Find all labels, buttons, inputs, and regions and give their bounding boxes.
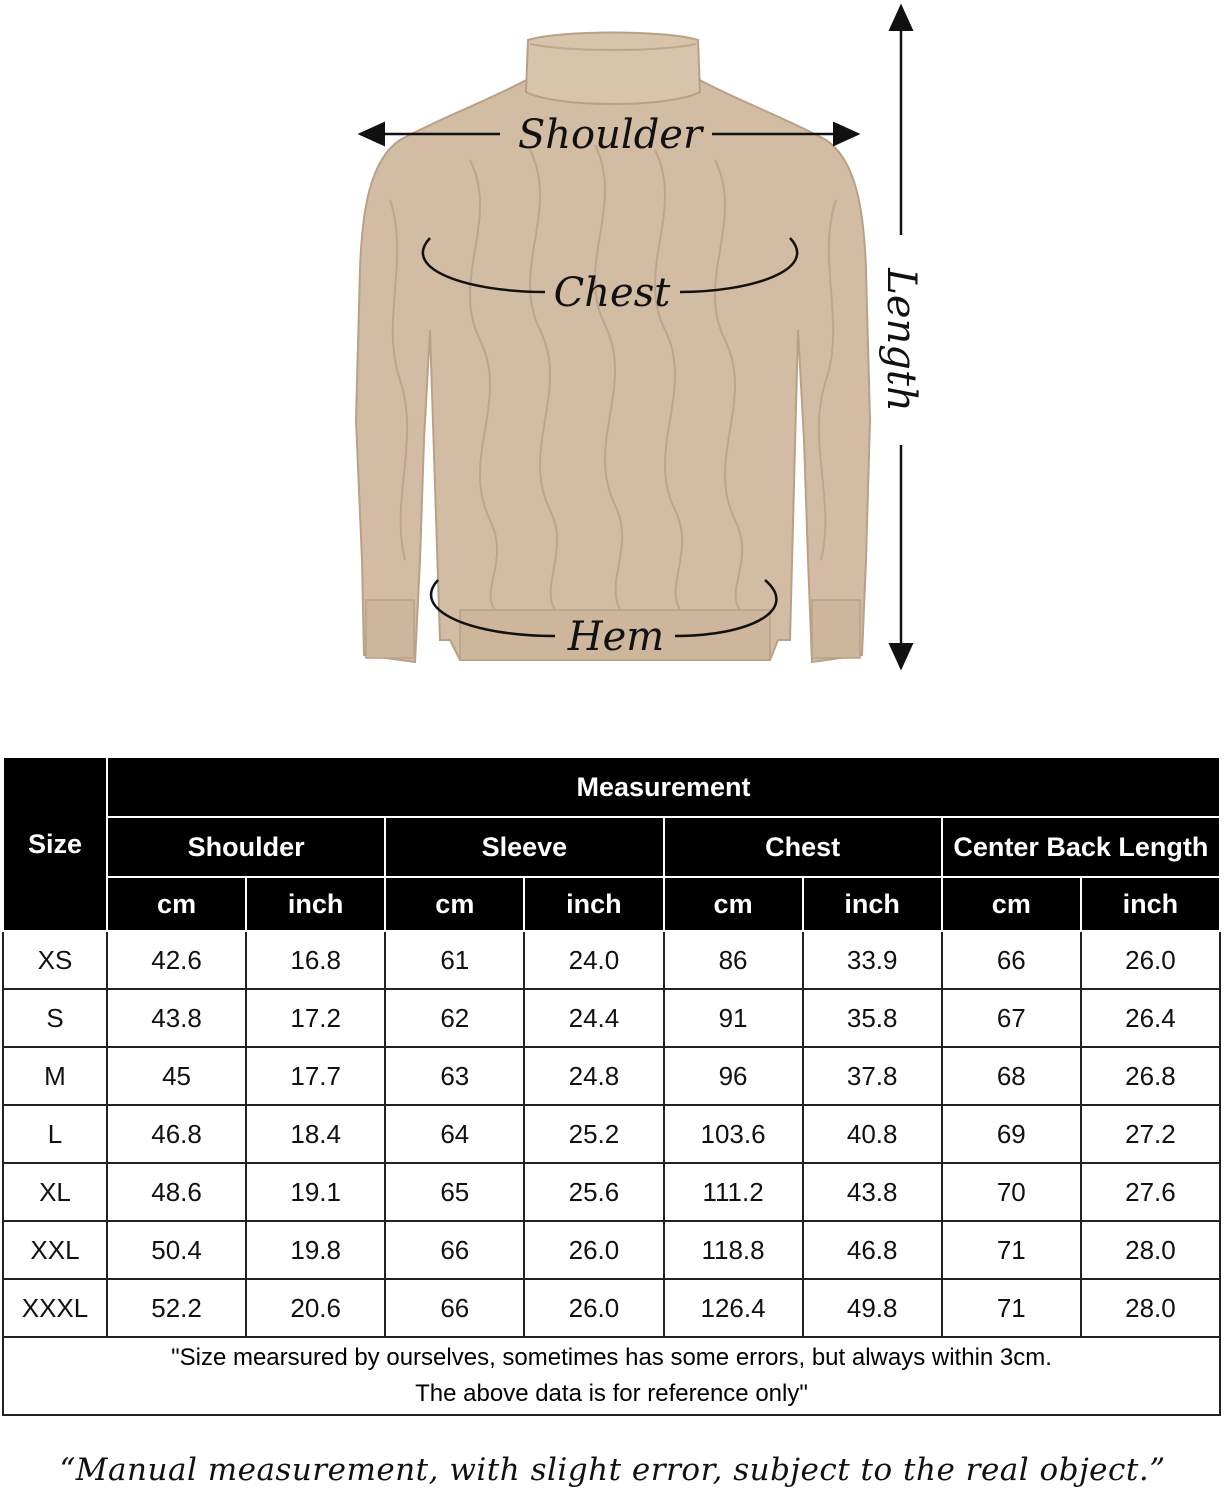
size-cell: XS — [3, 931, 107, 989]
table-row — [3, 1105, 1220, 1163]
value-cell: 52.2 — [107, 1279, 246, 1337]
unit-header: inch — [1081, 877, 1220, 931]
size-cell: S — [3, 989, 107, 1047]
unit-header: inch — [803, 877, 942, 931]
value-cell: 68 — [942, 1047, 1081, 1105]
group-header: Chest — [664, 817, 942, 877]
table-row — [3, 931, 1220, 989]
value-cell: 66 — [385, 1221, 524, 1279]
measurement-header: Measurement — [107, 757, 1220, 817]
value-cell: 50.4 — [107, 1221, 246, 1279]
table-row — [3, 1163, 1220, 1221]
value-cell: 26.8 — [1081, 1047, 1220, 1105]
value-cell: 43.8 — [803, 1163, 942, 1221]
value-cell: 61 — [385, 931, 524, 989]
value-cell: 43.8 — [107, 989, 246, 1047]
value-cell: 18.4 — [246, 1105, 385, 1163]
value-cell: 17.7 — [246, 1047, 385, 1105]
value-cell: 71 — [942, 1221, 1081, 1279]
group-header: Center Back Length — [942, 817, 1220, 877]
unit-header: inch — [524, 877, 663, 931]
value-cell: 42.6 — [107, 931, 246, 989]
unit-header: cm — [385, 877, 524, 931]
value-cell: 25.2 — [524, 1105, 663, 1163]
value-cell: 28.0 — [1081, 1279, 1220, 1337]
sweater-body — [356, 78, 870, 662]
size-cell: M — [3, 1047, 107, 1105]
size-chart-table — [2, 756, 1221, 1416]
value-cell: 24.8 — [524, 1047, 663, 1105]
value-cell: 118.8 — [664, 1221, 803, 1279]
value-cell: 33.9 — [803, 931, 942, 989]
table-row — [3, 989, 1220, 1047]
table-row — [3, 1047, 1220, 1105]
value-cell: 35.8 — [803, 989, 942, 1047]
sweater-measurement-diagram — [0, 0, 1225, 745]
table-body — [3, 931, 1220, 1337]
table-note-line2: The above data is for reference only" — [415, 1380, 808, 1407]
value-cell: 27.2 — [1081, 1105, 1220, 1163]
group-header: Sleeve — [385, 817, 663, 877]
unit-header: cm — [664, 877, 803, 931]
unit-header: cm — [942, 877, 1081, 931]
shoulder-label: Shoulder — [517, 112, 703, 158]
value-cell: 26.0 — [524, 1221, 663, 1279]
value-cell: 111.2 — [664, 1163, 803, 1221]
value-cell: 66 — [942, 931, 1081, 989]
size-cell: L — [3, 1105, 107, 1163]
value-cell: 46.8 — [803, 1221, 942, 1279]
value-cell: 45 — [107, 1047, 246, 1105]
value-cell: 17.2 — [246, 989, 385, 1047]
value-cell: 66 — [385, 1279, 524, 1337]
value-cell: 70 — [942, 1163, 1081, 1221]
value-cell: 64 — [385, 1105, 524, 1163]
value-cell: 71 — [942, 1279, 1081, 1337]
value-cell: 25.6 — [524, 1163, 663, 1221]
table-note — [3, 1337, 1220, 1415]
value-cell: 46.8 — [107, 1105, 246, 1163]
value-cell: 69 — [942, 1105, 1081, 1163]
value-cell: 91 — [664, 989, 803, 1047]
value-cell: 63 — [385, 1047, 524, 1105]
value-cell: 20.6 — [246, 1279, 385, 1337]
value-cell: 26.0 — [1081, 931, 1220, 989]
value-cell: 40.8 — [803, 1105, 942, 1163]
table-row — [3, 1221, 1220, 1279]
unit-header: cm — [107, 877, 246, 931]
value-cell: 28.0 — [1081, 1221, 1220, 1279]
chest-label: Chest — [553, 270, 671, 316]
sweater-collar — [526, 33, 700, 105]
value-cell: 103.6 — [664, 1105, 803, 1163]
value-cell: 24.0 — [524, 931, 663, 989]
value-cell: 48.6 — [107, 1163, 246, 1221]
value-cell: 16.8 — [246, 931, 385, 989]
value-cell: 49.8 — [803, 1279, 942, 1337]
value-cell: 86 — [664, 931, 803, 989]
value-cell: 126.4 — [664, 1279, 803, 1337]
group-header: Shoulder — [107, 817, 385, 877]
table-row — [3, 1279, 1220, 1337]
value-cell: 37.8 — [803, 1047, 942, 1105]
value-cell: 26.0 — [524, 1279, 663, 1337]
value-cell: 27.6 — [1081, 1163, 1220, 1221]
hem-label: Hem — [567, 614, 665, 660]
manual-measurement-note: “Manual measurement, with slight error, subject to the real object.” — [59, 1452, 1166, 1488]
size-cell: XXL — [3, 1221, 107, 1279]
value-cell: 62 — [385, 989, 524, 1047]
size-header: Size — [3, 757, 107, 931]
value-cell: 96 — [664, 1047, 803, 1105]
value-cell: 19.1 — [246, 1163, 385, 1221]
size-cell: XL — [3, 1163, 107, 1221]
value-cell: 24.4 — [524, 989, 663, 1047]
value-cell: 67 — [942, 989, 1081, 1047]
value-cell: 65 — [385, 1163, 524, 1221]
table-note-line1: "Size mearsured by ourselves, sometimes has some errors, but always within 3cm. — [171, 1344, 1052, 1371]
length-label: Length — [878, 268, 924, 412]
value-cell: 19.8 — [246, 1221, 385, 1279]
value-cell: 26.4 — [1081, 989, 1220, 1047]
size-cell: XXXL — [3, 1279, 107, 1337]
unit-header: inch — [246, 877, 385, 931]
